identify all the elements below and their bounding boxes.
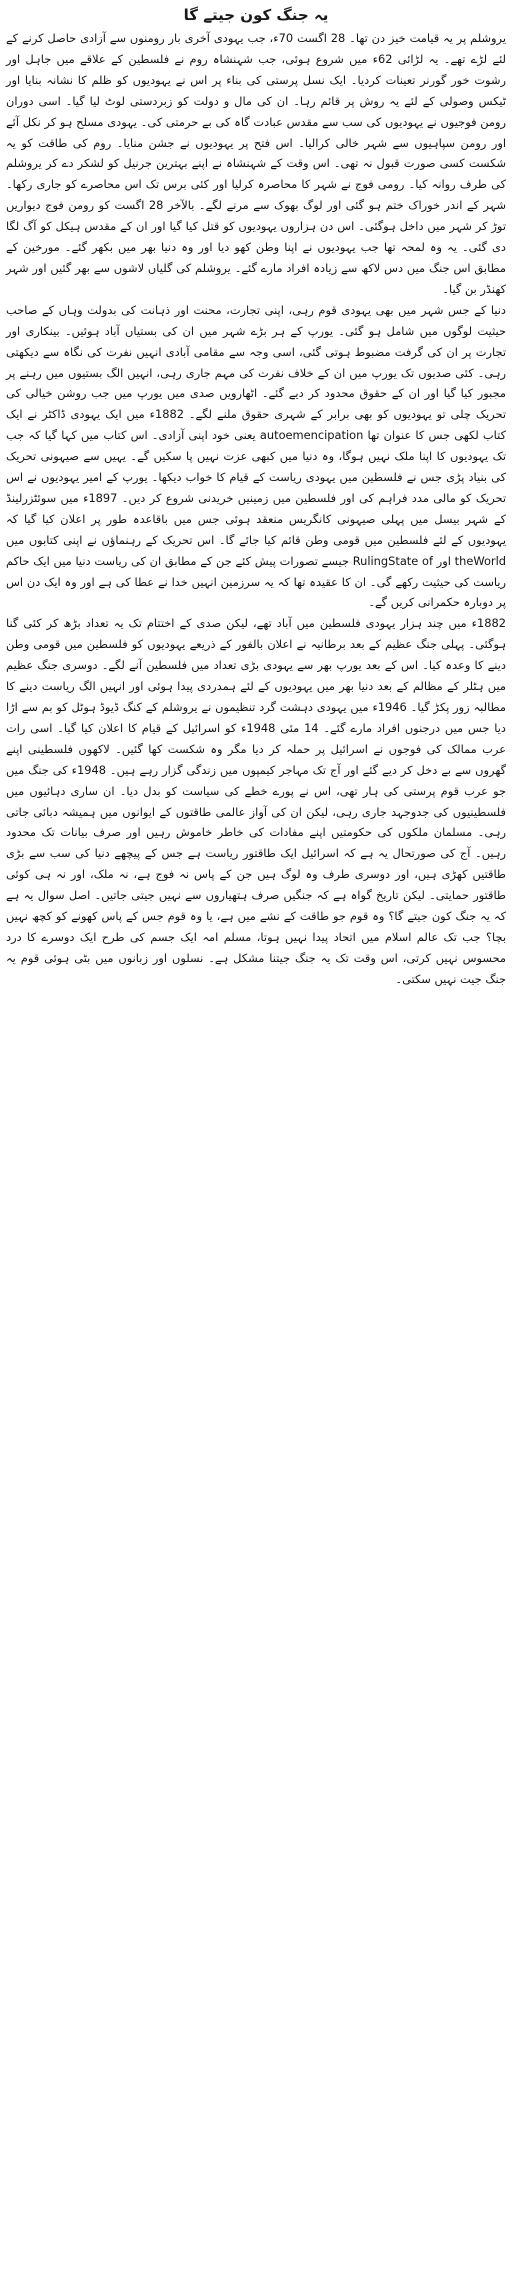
article-paragraph-1: یروشلم پر یہ قیامت خیز دن تھا۔ 28 اگست 70ء، جب یہودی آخری بار رومنوں سے آزادی حاصل کرنے کے لئے لڑے تھے۔ یہ لڑائی 62ء میں شروع ہوئی، جب شہنشاہ روم نے فلسطین کے علاقے میں جاہل اور رشوت خور گورنر تعینات کردیا۔ ایک نسل پرستی کی بناء پر اس نے یہودیوں کو ظلم کا نشانہ بنایا اور ٹیکس وصولی کے لئے یہ روش پر قائم رہا۔ ان کی مال و دولت کو زبردستی لوٹ لیا گیا۔ اسی دوران رومن فوجیوں نے یہودیوں کی سب سے مقدس عبادت گاہ کی بے حرمتی کی۔ یہودی مسلح ہو کر نکل آئے اور رومن سپاہیوں سے شہر خالی کرالیا۔ اس فتح پر یہودیوں نے جشن منایا۔ روم کی طاقت کو یہ شکست کسی صورت قبول نہ تھی۔ اس وقت کے شہنشاہ نے اپنے بہترین جرنیل کو لشکر دے کر یروشلم کی طرف روانہ کیا۔ رومی فوج نے شہر کا محاصرہ کرلیا اور کئی برس تک اس محاصرے کو جاری رکھا۔ شہر کے اندر خوراک ختم ہو گئی اور لوگ بھوک سے مرنے لگے۔ بالآخر 28 اگست کو رومن فوج دیواریں توڑ کر شہر میں داخل ہوگئی۔ اس دن ہزاروں یہودیوں کو قتل کیا گیا اور ان کے مقدس ہیکل کو آگ لگا دی گئی۔ یہ وہ لمحہ تھا جب یہودیوں نے اپنا وطن کھو دیا اور وہ دنیا بھر میں بکھر گئے۔ مورخین کے مطابق اس جنگ میں دس لاکھ سے زیادہ افراد مارے گئے۔ یروشلم کی گلیاں لاشوں سے بھر گئیں اور شہر کھنڈر بن گیا۔ bbox=[6, 31, 506, 296]
article-paragraph-3: 1882ء میں چند ہزار یہودی فلسطین میں آباد تھے، لیکن صدی کے اختتام تک یہ تعداد بڑھ کر کئی گنا ہوگئی۔ پہلی جنگ عظیم کے بعد برطانیہ نے اعلان بالفور کے ذریعے یہودیوں کو فلسطین میں قومی وطن دینے کا وعدہ کیا۔ اس کے بعد یورپ بھر سے یہودی بڑی تعداد میں فلسطین آنے لگے۔ دوسری جنگ عظیم میں ہٹلر کے مظالم کے بعد دنیا بھر میں یہودیوں کے لئے ہمدردی پیدا ہوئی اور انہیں الگ ریاست دینے کا مطالبہ زور پکڑ گیا۔ 1946ء میں یہودی دہشت گرد تنظیموں نے یروشلم کے کنگ ڈیوڈ ہوٹل کو بم سے اڑا دیا جس میں درجنوں افراد مارے گئے۔ 14 مئی 1948ء کو اسرائیل کے قیام کا اعلان کیا گیا۔ اسی رات عرب ممالک کی فوجوں نے اسرائیل پر حملہ کر دیا مگر وہ شکست کھا گئیں۔ لاکھوں فلسطینی اپنے گھروں سے بے دخل کر دیے گئے اور آج تک مہاجر کیمپوں میں زندگی گزار رہے ہیں۔ 1948ء کی جنگ میں جو عرب قوم پرستی کی ہار تھی، اس نے پورے خطے کی سیاست کو بدل دیا۔ ان ساری دہائیوں میں فلسطینیوں کی جدوجہد جاری رہی، لیکن ان کی آواز عالمی طاقتوں کے ایوانوں میں ہمیشہ دبائی جاتی رہی۔ مسلمان ملکوں کی حکومتیں اپنے مفادات کی خاطر خاموش رہیں اور صرف بیانات تک محدود رہیں۔ آج کی صورتحال یہ ہے کہ اسرائیل ایک طاقتور ریاست ہے جس کے پیچھے دنیا کی سب سے بڑی طاقتیں کھڑی ہیں، اور دوسری طرف وہ لوگ ہیں جن کے پاس نہ فوج ہے، نہ ملک، اور نہ ہی کوئی طاقتور حمایتی۔ لیکن تاریخ گواہ ہے کہ جنگیں صرف ہتھیاروں سے نہیں جیتی جاتیں۔ اصل سوال یہ ہے کہ یہ جنگ کون جیتے گا؟ وہ قوم جو طاقت کے نشے میں ہے، یا وہ قوم جس کے پاس کھونے کو کچھ نہیں بچا؟ جب تک عالم اسلام میں اتحاد پیدا نہیں ہوتا، مسلم امہ ایک جسم کی طرح ایک دوسرے کا درد محسوس نہیں کرتی، اس وقت تک یہ جنگ جیتنا مشکل ہے۔ نسلوں اور زبانوں میں بٹی ہوئی قوم یہ جنگ جیت نہیں سکتی۔ bbox=[6, 616, 507, 986]
article-title: یہ جنگ کون جیتے گا bbox=[183, 6, 329, 24]
article-body bbox=[6, 28, 506, 990]
article-paragraph-2: دنیا کے جس شہر میں بھی یہودی قوم رہی، اپنی تجارت، محنت اور ذہانت کی بدولت وہاں کے صاحب حیثیت لوگوں میں شامل ہو گئی۔ یورپ کے ہر بڑے شہر میں ان کی بستیاں آباد ہوئیں۔ بینکاری اور تجارت پر ان کی گرفت مضبوط ہوتی گئی، اسی وجہ سے مقامی آبادی انہیں نفرت کی نگاہ سے دیکھتی رہی۔ کئی صدیوں تک یورپ میں ان کے خلاف نفرت کی مہم جاری رہی، انہیں الگ بستیوں میں رہنے پر مجبور کیا گیا اور ان کے حقوق محدود کر دیے گئے۔ اٹھارویں صدی میں یورپ میں جب روشن خیالی کی تحریک چلی تو یہودیوں کو بھی برابر کے شہری حقوق ملنے لگے۔ 1882ء میں ایک یہودی ڈاکٹر نے ایک کتاب لکھی جس کا عنوان تھا autoemencipation یعنی خود اپنی آزادی۔ اس کتاب میں کہا گیا کہ جب تک یہودیوں کا اپنا ملک نہیں ہوگا، وہ دنیا میں کبھی عزت نہیں پا سکیں گے۔ یہیں سے صیہونی تحریک کی بنیاد پڑی جس نے فلسطین میں یہودی ریاست کے قیام کا خواب دیکھا۔ یورپ کے امیر یہودیوں نے اس تحریک کو مالی مدد فراہم کی اور فلسطین میں زمینیں خریدنی شروع کر دیں۔ 1897ء میں سوئٹزرلینڈ کے شہر بیسل میں پہلی صیہونی کانگریس منعقد ہوئی جس میں باقاعدہ طور پر اعلان کیا گیا کہ یہودیوں کے لئے فلسطین میں قومی وطن قائم کیا جائے گا۔ اس تحریک کے رہنماؤں نے اپنی کتابوں میں theWorld اور RulingState of جیسے تصورات پیش کئے جن کے مطابق ان کی ریاست دنیا میں ایک حاکم ریاست کی حیثیت رکھے گی۔ ان کا عقیدہ تھا کہ یہ سرزمین انہیں خدا نے عطا کی ہے اور وہ ایک دن اس پر دوبارہ حکمرانی کریں گے۔ bbox=[6, 302, 507, 610]
